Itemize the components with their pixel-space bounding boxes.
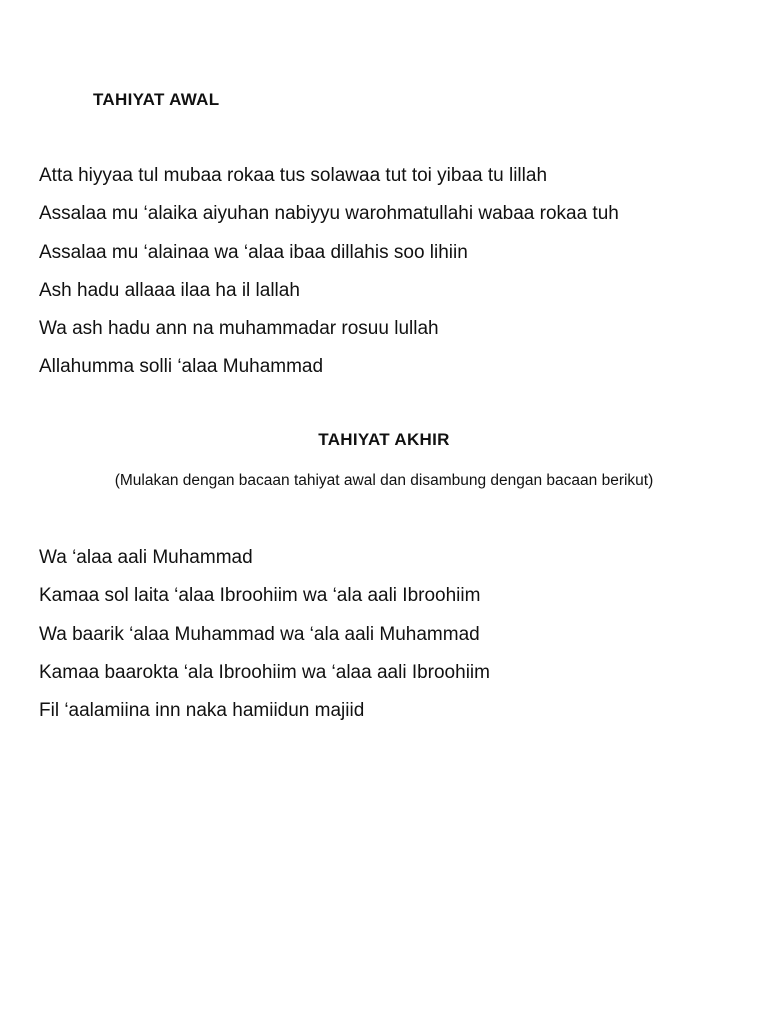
text-line: Assalaa mu ‘alaika aiyuhan nabiyyu warohmatullahi wabaa rokaa tuh <box>39 203 619 225</box>
text-line: Assalaa mu ‘alainaa wa ‘alaa ibaa dillahis soo lihiin <box>39 241 468 263</box>
text-line: Kamaa baarokta ‘ala Ibroohiim wa ‘alaa aali Ibroohiim <box>39 661 490 683</box>
text-line: Ash hadu allaaa ilaa ha il lallah <box>39 279 300 301</box>
instruction-note: (Mulakan dengan bacaan tahiyat awal dan disambung dengan bacaan berikut) <box>114 472 654 489</box>
text-line: Wa ash hadu ann na muhammadar rosuu lullah <box>39 318 439 340</box>
heading-tahiyat-akhir: TAHIYAT AKHIR <box>318 430 450 449</box>
text-line: Allahumma solli ‘alaa Muhammad <box>39 356 324 378</box>
tahiyat-akhir-text <box>39 539 490 730</box>
text-line: Fil ‘aalamiina inn naka hamiidun majiid <box>39 700 365 722</box>
text-line: Atta hiyyaa tul mubaa rokaa tus solawaa tut toi yibaa tu lillah <box>39 165 548 186</box>
text-line: Wa baarik ‘alaa Muhammad wa ‘ala aali Muhammad <box>39 623 480 645</box>
text-line: Wa ‘alaa aali Muhammad <box>39 547 253 568</box>
heading-tahiyat-awal: TAHIYAT AWAL <box>93 90 220 109</box>
text-line: Kamaa sol laita ‘alaa Ibroohiim wa ‘ala aali Ibroohiim <box>39 585 481 607</box>
tahiyat-awal-text <box>39 157 619 387</box>
